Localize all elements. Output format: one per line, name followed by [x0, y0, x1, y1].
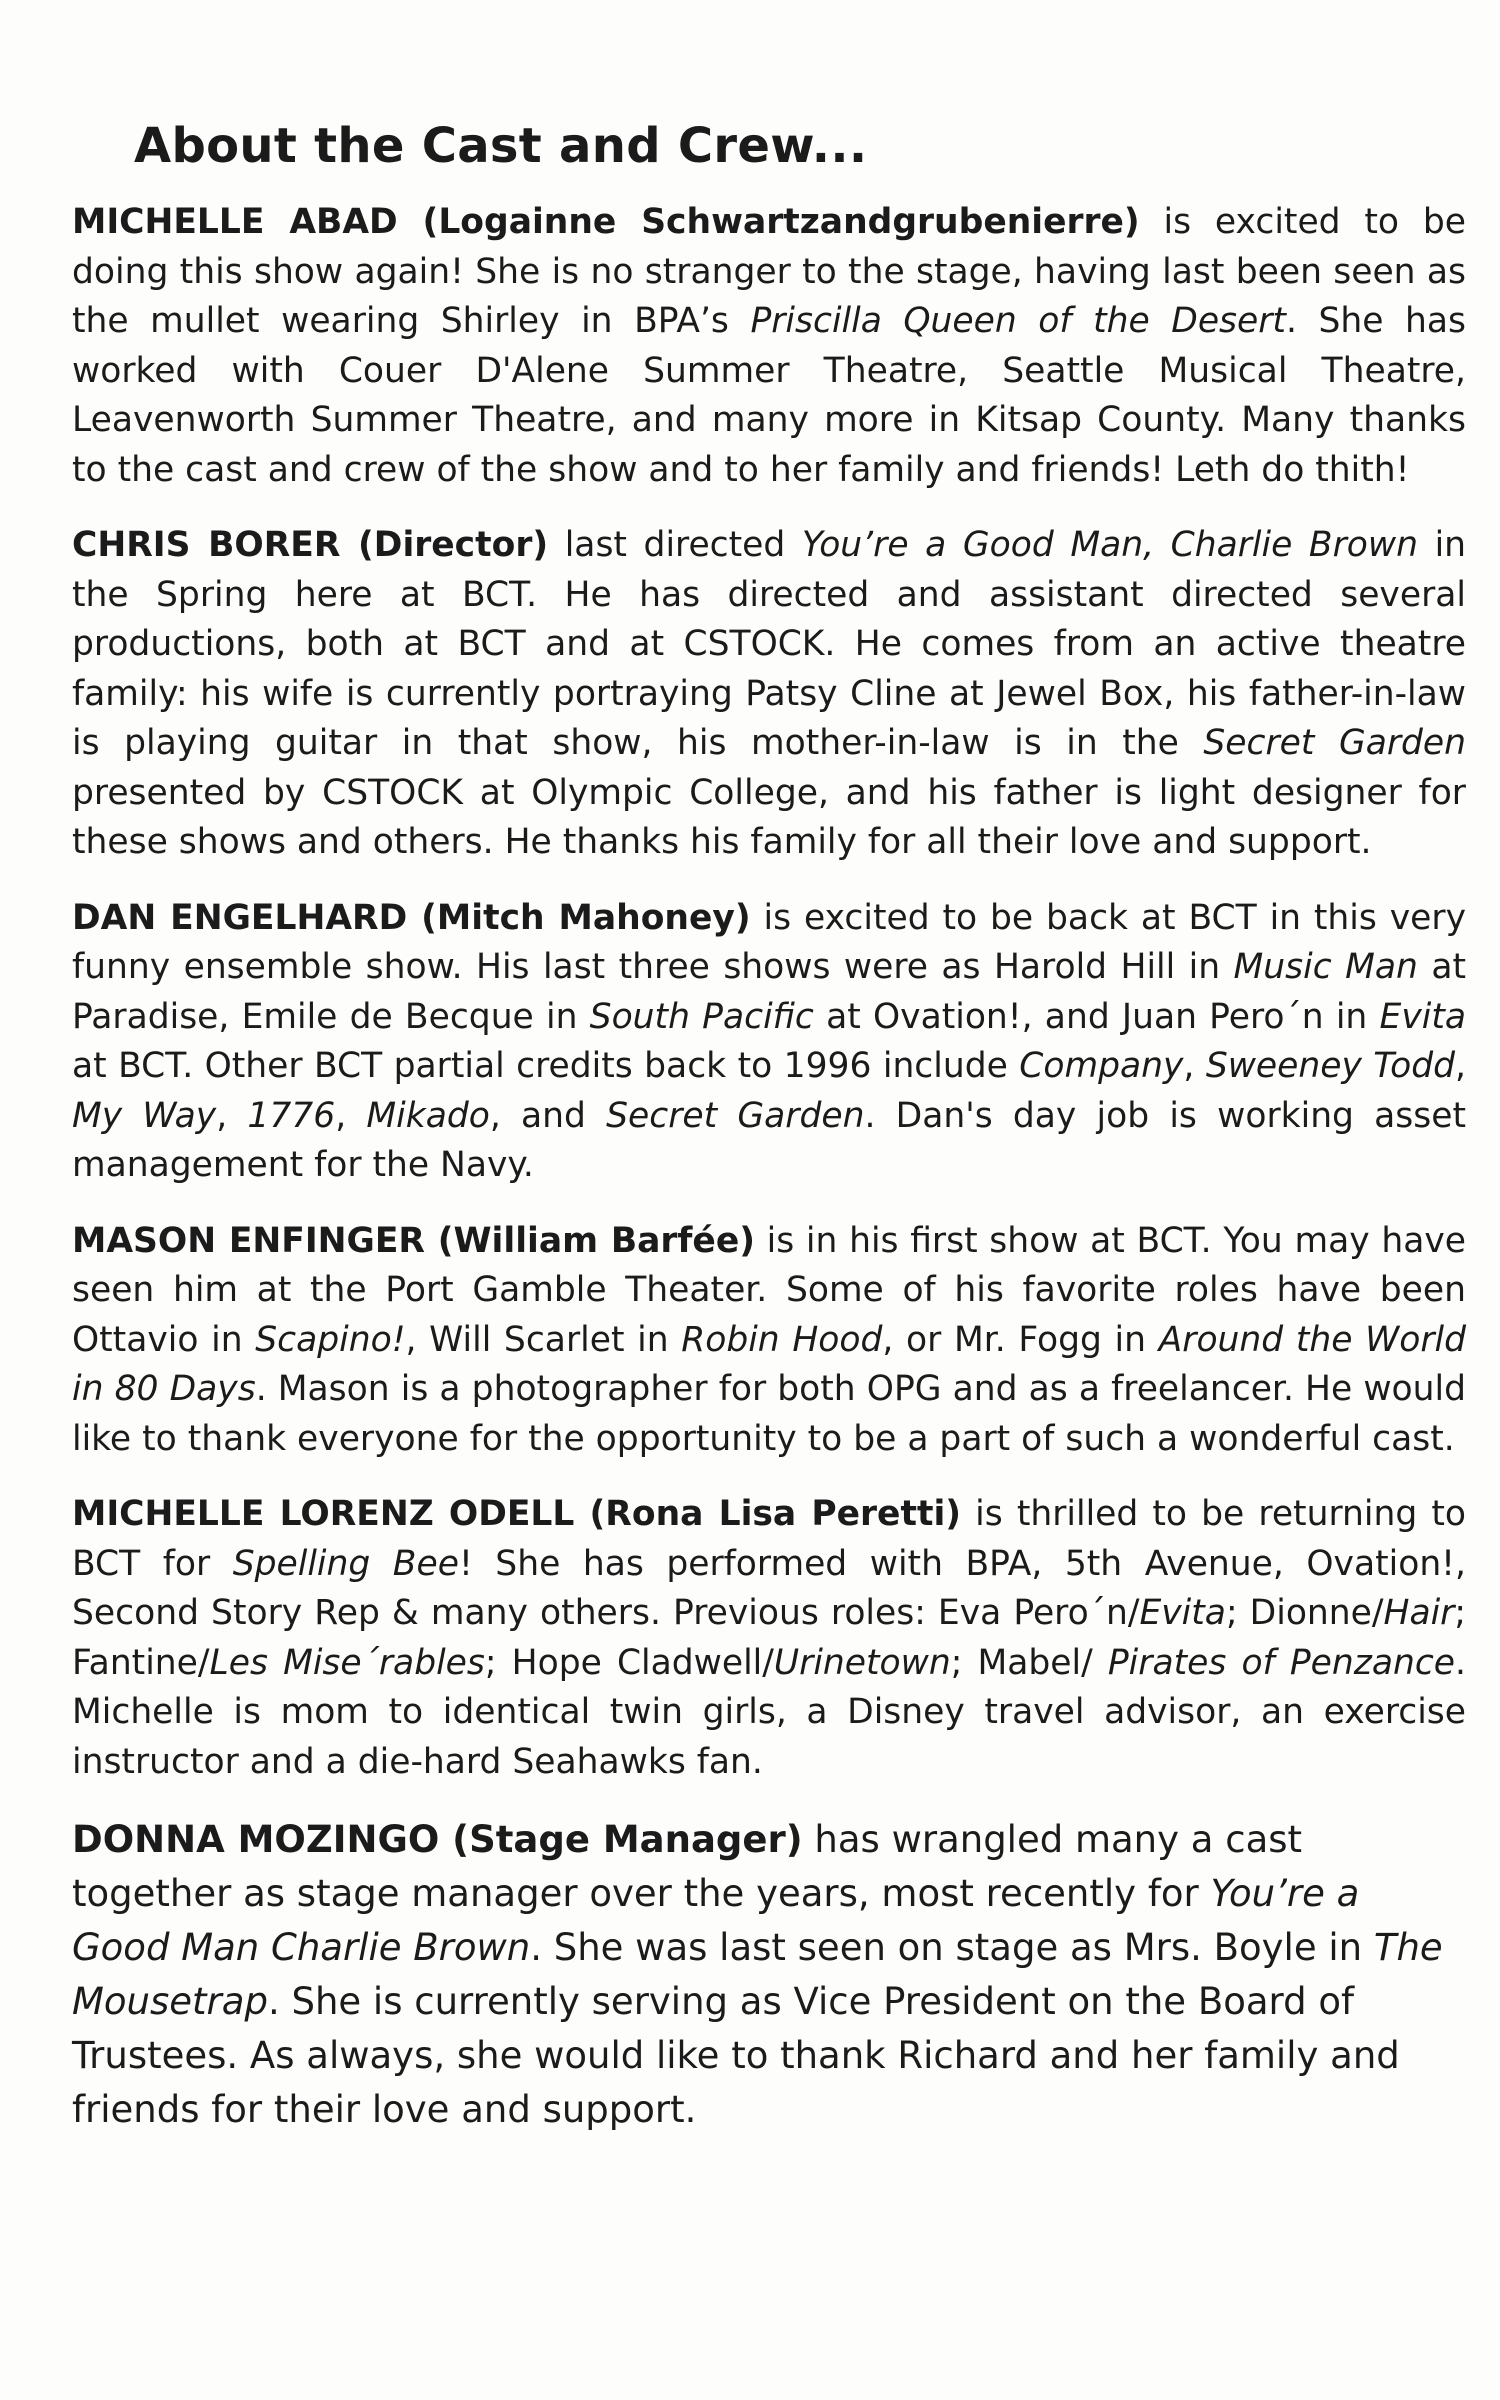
work-title: You’re a Good Man Charlie Brown: [72, 1872, 1360, 1969]
work-title: Priscilla Queen of the Desert: [750, 301, 1286, 341]
work-title: Secret Garden: [1203, 723, 1467, 763]
work-title: Pirates of Penzance: [1107, 1642, 1456, 1683]
work-title: Spelling Bee: [232, 1543, 459, 1584]
bio-chris-borer: [72, 521, 1466, 868]
bio-text: . Mason is a photographer for both OPG and as a freelancer. He would like to thank everyone for the opportunity to be a part of such a wonderful cast.: [72, 1369, 1466, 1459]
bio-name-role: MICHELLE ABAD (Logainne Schwartzandgrubenierre): [72, 202, 1140, 242]
work-title: You’re a Good Man, Charlie Brown: [801, 525, 1418, 565]
bio-text: at Paradise, Emile de Becque in: [72, 947, 1466, 1037]
bio-mason-enfinger: [72, 1217, 1466, 1465]
work-title: South Pacific: [589, 996, 814, 1037]
bio-name-role: MICHELLE LORENZ ODELL (Rona Lisa Peretti): [72, 1494, 962, 1534]
bio-text: . Dan's day job is working asset management for the Navy.: [72, 1095, 1467, 1185]
work-title: Mikado: [366, 1095, 490, 1136]
work-title: Robin Hood: [681, 1319, 883, 1360]
bio-text: is excited to be back at BCT in this very funny ensemble show. His last three shows were as Harold Hill in: [72, 897, 1466, 987]
bio-name-role: MASON ENFINGER (William Barfée): [72, 1220, 755, 1261]
work-title: Hair: [1383, 1593, 1455, 1633]
bio-text: at Ovation!, and Juan Pero´n in: [813, 996, 1380, 1037]
bio-text: last directed: [548, 525, 802, 565]
bio-text: ,: [216, 1095, 248, 1136]
work-title: Around the World in 80 Days: [72, 1319, 1466, 1409]
bio-text: ,: [1183, 1046, 1206, 1086]
bio-name-role: DAN ENGELHARD (Mitch Mahoney): [72, 897, 751, 938]
bio-michelle-abad: [72, 198, 1466, 495]
work-title: Secret Garden: [606, 1095, 865, 1136]
bio-donna-mozingo: [72, 1813, 1466, 2137]
bio-text: is thrilled to be returning to BCT for: [72, 1494, 1466, 1584]
bio-text: , or Mr. Fogg in: [882, 1319, 1159, 1360]
work-title: Urinetown: [773, 1642, 951, 1683]
bio-text: ; Hope Cladwell/: [484, 1642, 774, 1683]
bio-text: ; Mabel/: [950, 1642, 1108, 1683]
work-title: Company: [1019, 1046, 1184, 1086]
bio-text: is excited to be doing this show again! She is no stranger to the stage, having last been seen as the mullet wearing Shirley in BPA’s: [72, 202, 1466, 341]
work-title: Les Mise´rables: [209, 1642, 485, 1683]
bio-name-role: CHRIS BORER (Director): [72, 525, 549, 565]
bio-text: has wrangled many a cast together as stage manager over the years, most recently for: [72, 1818, 1303, 1915]
bio-text: ,: [335, 1095, 367, 1136]
work-title: Sweeney Todd: [1205, 1046, 1456, 1086]
work-title: 1776: [247, 1095, 336, 1136]
bio-text: presented by CSTOCK at Olympic College, and his father is light designer for these shows and others. He thanks his family for all their love and support.: [72, 772, 1466, 862]
work-title: Music Man: [1233, 947, 1418, 987]
bio-text: . Michelle is mom to identical twin girls, a Disney travel advisor, an exercise instructor and a die-hard Seahawks fan.: [72, 1642, 1466, 1782]
bio-text: is in his first show at BCT. You may have seen him at the Port Gamble Theater. Some of his favorite roles have been Ottavio in: [72, 1220, 1466, 1360]
bio-text: , Will Scarlet in: [405, 1319, 682, 1360]
bio-text: ; Dionne/: [1225, 1593, 1384, 1633]
bio-text: at BCT. Other BCT partial credits back to 1996 include: [72, 1046, 1020, 1086]
bio-dan-engelhard: [72, 894, 1466, 1191]
work-title: The Mousetrap: [72, 1926, 1443, 2023]
work-title: Evita: [1139, 1593, 1226, 1633]
bio-name-role: DONNA MOZINGO (Stage Manager): [72, 1818, 803, 1861]
page-title: About the Cast and Crew...: [134, 118, 868, 174]
bio-text: . She was last seen on stage as Mrs. Boyle in: [530, 1926, 1374, 1969]
bio-text: ,: [1455, 1046, 1466, 1086]
bio-text: , and: [489, 1095, 607, 1136]
bio-text: . She has worked with Couer D'Alene Summer Theatre, Seattle Musical Theatre, Leavenworth Summer Theatre, and many more in Kitsap County. Many thanks to the cast and crew of the show and to her family and friends! Leth do thith!: [72, 301, 1466, 490]
bio-text: in the Spring here at BCT. He has directed and assistant directed several productions, both at BCT and at CSTOCK. He comes from an active theatre family: his wife is currently portraying Patsy Cline at Jewel Box, his father-in-law is playing guitar in that show, his mother-in-law is in the: [72, 525, 1467, 763]
bio-michelle-lorenz-odell: [72, 1490, 1466, 1787]
work-title: Evita: [1379, 996, 1466, 1037]
work-title: My Way: [72, 1095, 217, 1136]
bio-text: ; Fantine/: [72, 1593, 1466, 1683]
work-title: Scapino!: [255, 1319, 406, 1360]
bio-text: ! She has performed with BPA, 5th Avenue, Ovation!, Second Story Rep & many others. Previous roles: Eva Pero´n/: [72, 1543, 1466, 1633]
bio-text: . She is currently serving as Vice President on the Board of Trustees. As always, she would like to thank Richard and her family and friends for their love and support.: [72, 1980, 1400, 2131]
